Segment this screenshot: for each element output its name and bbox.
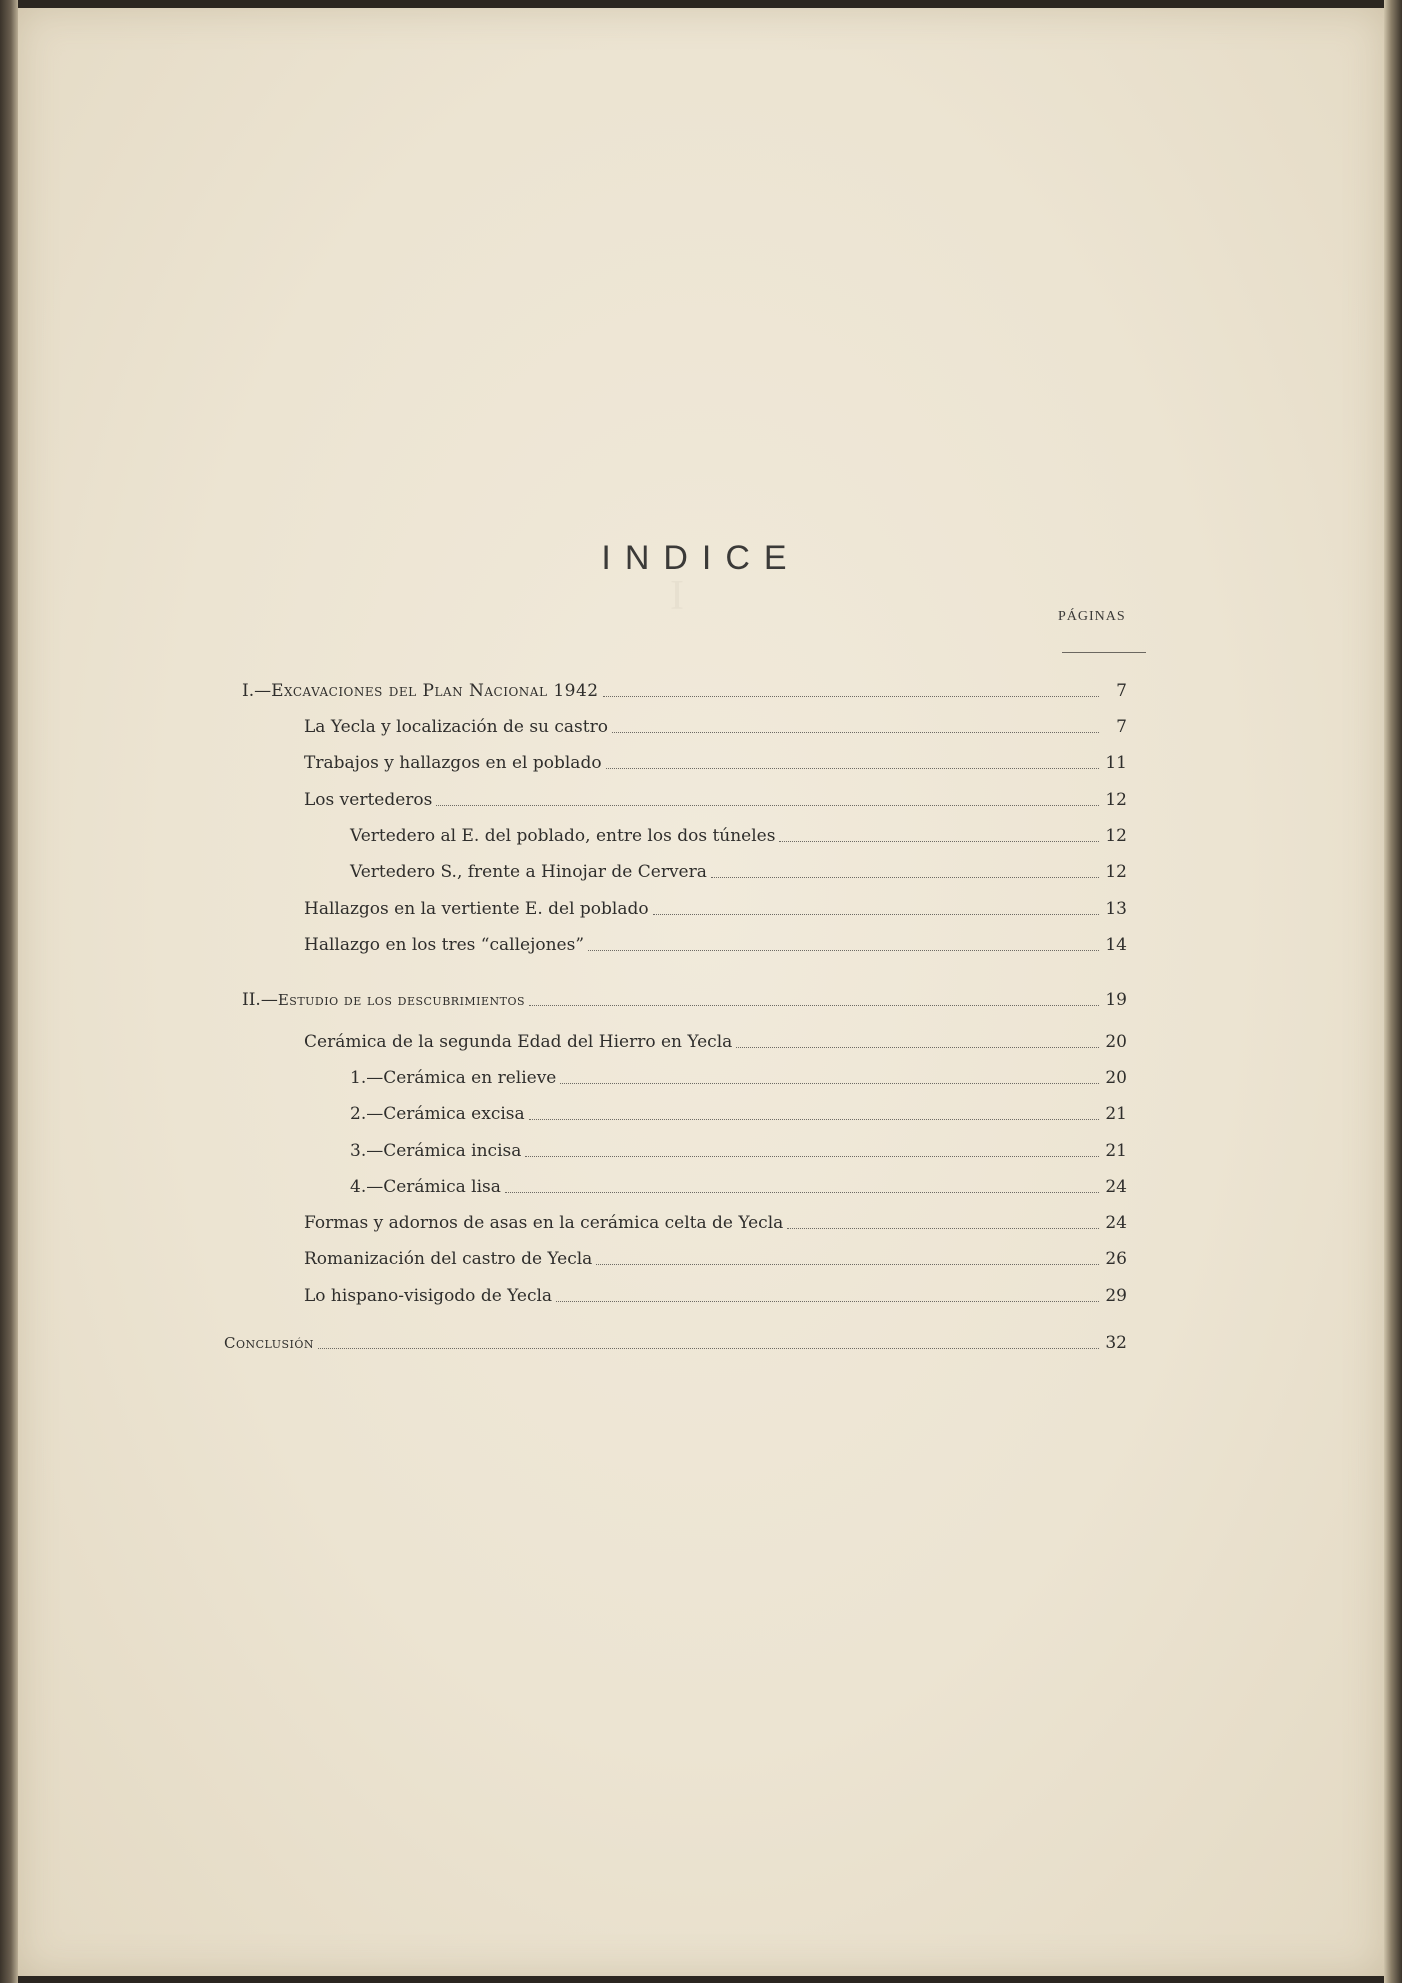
toc-entry-label: La Yecla y localización de su castro xyxy=(304,717,608,737)
toc-entry-label: Trabajos y hallazgos en el poblado xyxy=(304,753,602,773)
toc-entry-vertederos xyxy=(304,788,1127,812)
toc-entry-hispano-visigodo xyxy=(304,1284,1127,1308)
toc-entry-label: Romanización del castro de Yecla xyxy=(304,1249,593,1269)
page-edge-right xyxy=(1384,0,1402,1983)
toc-entry-label: Los vertederos xyxy=(304,790,433,810)
pages-header-rule xyxy=(1062,652,1146,653)
toc-entry-estudio xyxy=(242,988,1127,1012)
toc-entry-label: 1.—Cerámica en relieve xyxy=(350,1068,557,1088)
toc-entry-ceramica-excisa xyxy=(350,1102,1127,1126)
leader-dots xyxy=(596,1263,1099,1265)
page-edge-left xyxy=(0,0,18,1983)
toc-entry-page: 11 xyxy=(1105,753,1127,773)
toc-entry-ceramica-incisa xyxy=(350,1139,1127,1163)
toc-entry-label: Cerámica de la segunda Edad del Hierro en Yecla xyxy=(304,1032,733,1052)
toc-entry-ceramica-segunda-edad xyxy=(304,1030,1127,1054)
toc-entry-page: 24 xyxy=(1105,1177,1127,1197)
toc-entry-page: 7 xyxy=(1116,681,1127,701)
toc-entry-page: 7 xyxy=(1116,717,1127,737)
pages-column-header: PÁGINAS xyxy=(1058,609,1126,624)
toc-entry-label: Conclusión xyxy=(224,1334,315,1352)
leader-dots xyxy=(612,731,1099,733)
leader-dots xyxy=(436,804,1099,806)
toc-entry-prefix: II.— xyxy=(242,990,278,1010)
toc-entry-label: 3.—Cerámica incisa xyxy=(350,1141,522,1161)
leader-dots xyxy=(736,1046,1099,1048)
toc-entry-page: 21 xyxy=(1105,1104,1127,1124)
toc-entry-page: 21 xyxy=(1105,1141,1127,1161)
leader-dots xyxy=(505,1191,1099,1193)
toc-entry-formas-adornos xyxy=(304,1211,1127,1235)
leader-dots xyxy=(318,1347,1099,1349)
leader-dots xyxy=(653,913,1099,915)
toc-entry-page: 12 xyxy=(1105,790,1127,810)
leader-dots xyxy=(603,695,1099,697)
toc-entry-page: 19 xyxy=(1105,990,1127,1010)
toc-entry-label: Vertedero al E. del poblado, entre los dos túneles xyxy=(350,826,776,846)
leader-dots xyxy=(588,949,1099,951)
toc-entry-callejones xyxy=(304,933,1127,957)
index-title: INDICE xyxy=(601,538,801,577)
toc-entry-ceramica-lisa xyxy=(350,1175,1127,1199)
toc-entry-page: 26 xyxy=(1105,1249,1127,1269)
toc-entry-page: 13 xyxy=(1105,899,1127,919)
leader-dots xyxy=(779,840,1099,842)
toc-entry-label: Excavaciones del Plan Nacional 1942 xyxy=(271,681,599,701)
toc-entry-page: 32 xyxy=(1105,1333,1127,1353)
toc-entry-trabajos xyxy=(304,751,1127,775)
toc-entry-label: Hallazgo en los tres “callejones” xyxy=(304,935,585,955)
leader-dots xyxy=(560,1082,1099,1084)
toc-entry-hallazgos-vertiente xyxy=(304,897,1127,921)
toc-entry-page: 14 xyxy=(1105,935,1127,955)
toc-entry-label: Formas y adornos de asas en la cerámica celta de Yecla xyxy=(304,1213,784,1233)
toc-entry-vertedero-s xyxy=(350,860,1127,884)
leader-dots xyxy=(787,1227,1099,1229)
toc-entry-page: 12 xyxy=(1105,862,1127,882)
leader-dots xyxy=(529,1004,1099,1006)
leader-dots xyxy=(556,1300,1099,1302)
toc-entry-excavaciones xyxy=(242,679,1127,703)
toc-entry-prefix: I.— xyxy=(242,681,272,701)
toc-entry-page: 12 xyxy=(1105,826,1127,846)
toc-entry-page: 24 xyxy=(1105,1213,1127,1233)
leader-dots xyxy=(711,876,1099,878)
toc-entry-page: 20 xyxy=(1105,1032,1127,1052)
toc-entry-label: Hallazgos en la vertiente E. del poblado xyxy=(304,899,649,919)
toc-entry-romanizacion xyxy=(304,1247,1127,1271)
toc-entry-ceramica-relieve xyxy=(350,1066,1127,1090)
toc-entry-la-yecla xyxy=(304,715,1127,739)
toc-entry-vertedero-e xyxy=(350,824,1127,848)
toc-entry-page: 20 xyxy=(1105,1068,1127,1088)
leader-dots xyxy=(606,767,1099,769)
toc-entry-label: Vertedero S., frente a Hinojar de Cervera xyxy=(350,862,707,882)
leader-dots xyxy=(525,1155,1099,1157)
toc-entry-label: Lo hispano-visigodo de Yecla xyxy=(304,1286,553,1306)
toc-entry-label: Estudio de los descubrimientos xyxy=(277,991,526,1009)
toc-entry-conclusion xyxy=(224,1331,1127,1355)
toc-entry-label: 4.—Cerámica lisa xyxy=(350,1177,501,1197)
leader-dots xyxy=(529,1118,1099,1120)
toc-entry-page: 29 xyxy=(1105,1286,1127,1306)
toc-entry-label: 2.—Cerámica excisa xyxy=(350,1104,525,1124)
